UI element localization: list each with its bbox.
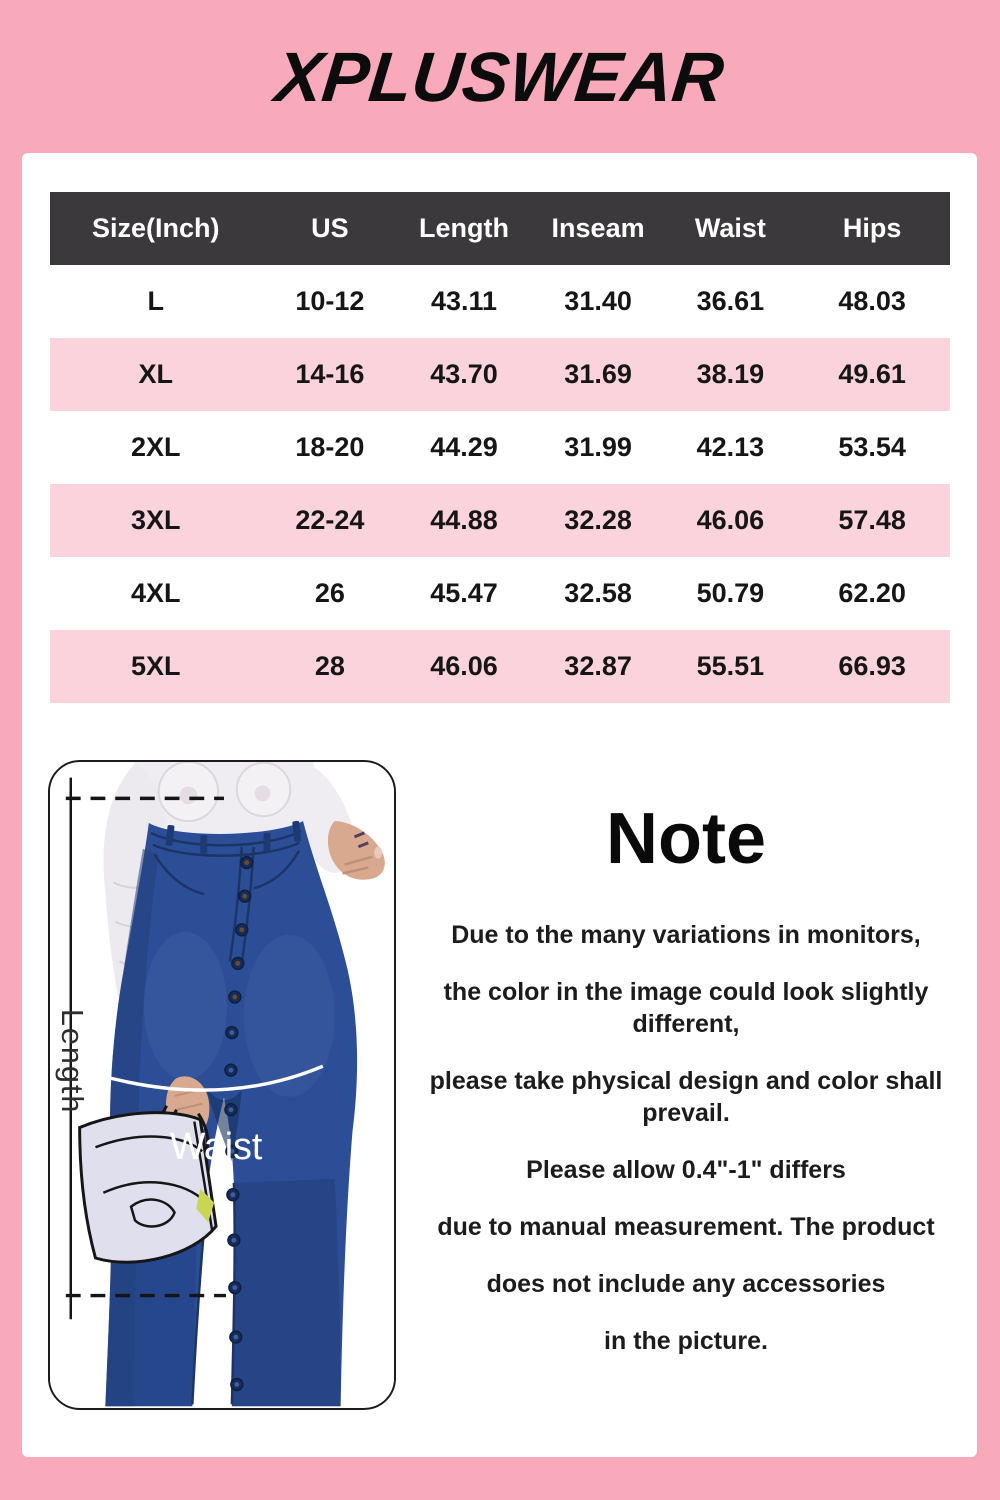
table-row <box>50 630 950 703</box>
note-section <box>398 799 974 1382</box>
size-label-cell: XL <box>138 359 173 389</box>
column-header-hips: Hips <box>842 213 902 243</box>
size-label-cell: 3XL <box>130 505 181 535</box>
note-line: the color in the image could look slightly different, <box>443 978 929 1038</box>
measurement-cell: 43.11 <box>430 286 498 316</box>
measurement-cell: 66.93 <box>838 651 906 681</box>
measurement-cell: 31.99 <box>564 432 632 462</box>
brand-header <box>0 0 1000 153</box>
measurement-cell: 44.88 <box>430 505 498 535</box>
measurement-cell: 42.13 <box>696 432 765 462</box>
size-chart-body <box>50 265 950 703</box>
table-row <box>50 484 950 557</box>
brand-logo: XPLUSWEAR <box>272 37 728 116</box>
measurement-cell: 32.87 <box>564 651 632 681</box>
length-label: Length <box>54 1008 89 1115</box>
measurement-cell: 14-16 <box>295 359 365 389</box>
table-header-row <box>50 192 950 265</box>
measurement-cell: 55.51 <box>696 651 765 681</box>
table-row <box>50 557 950 630</box>
note-line: please take physical design and color shall prevail. <box>429 1067 943 1127</box>
table-row <box>50 265 950 338</box>
waist-label: Waist <box>169 1125 263 1168</box>
measurement-cell: 28 <box>314 651 345 681</box>
note-line: in the picture. <box>604 1327 768 1355</box>
table-row <box>50 338 950 411</box>
measurement-cell: 36.61 <box>696 286 765 316</box>
measurement-cell: 48.03 <box>838 286 906 316</box>
column-header-waist: Waist <box>694 213 766 243</box>
measurement-cell: 53.54 <box>838 432 906 462</box>
measurement-cell: 44.29 <box>430 432 498 462</box>
measurement-cell: 46.06 <box>696 505 765 535</box>
product-photo <box>48 760 396 1410</box>
measurement-cell: 10-12 <box>295 286 365 316</box>
measurement-cell: 43.70 <box>430 359 498 389</box>
measurement-cell: 45.47 <box>430 578 498 608</box>
jeans-photo-illustration <box>50 762 394 1408</box>
note-line: due to manual measurement. The product <box>437 1213 935 1241</box>
measurement-cell: 46.06 <box>430 651 498 681</box>
size-label-cell: 2XL <box>130 432 181 462</box>
measurement-cell: 26 <box>314 578 345 608</box>
size-chart-table <box>50 192 950 703</box>
measurement-cell: 49.61 <box>838 359 906 389</box>
size-label-cell: 4XL <box>130 578 181 608</box>
measurement-cell: 57.48 <box>838 505 906 535</box>
size-label-cell: L <box>147 286 164 316</box>
note-line: does not include any accessories <box>486 1270 886 1298</box>
measurement-cell: 50.79 <box>696 578 765 608</box>
measurement-cell: 31.69 <box>564 359 632 389</box>
measurement-cell: 32.28 <box>564 505 632 535</box>
measurement-cell: 62.20 <box>838 578 906 608</box>
measurement-cell: 38.19 <box>696 359 765 389</box>
size-label-cell: 5XL <box>130 651 181 681</box>
note-lines <box>398 919 974 1357</box>
measurement-cell: 22-24 <box>295 505 365 535</box>
column-header-us: US <box>311 213 349 243</box>
measurement-cell: 32.58 <box>564 578 632 608</box>
note-title: Note <box>606 799 766 879</box>
measurement-cell: 31.40 <box>564 286 632 316</box>
note-line: Please allow 0.4"-1" differs <box>526 1156 846 1184</box>
column-header-length: Length <box>419 213 509 243</box>
column-header-size: Size(Inch) <box>91 213 220 243</box>
measurement-cell: 18-20 <box>295 432 365 462</box>
content-card <box>22 153 977 1457</box>
table-row <box>50 411 950 484</box>
column-header-inseam: Inseam <box>551 213 645 243</box>
note-line: Due to the many variations in monitors, <box>451 921 921 949</box>
